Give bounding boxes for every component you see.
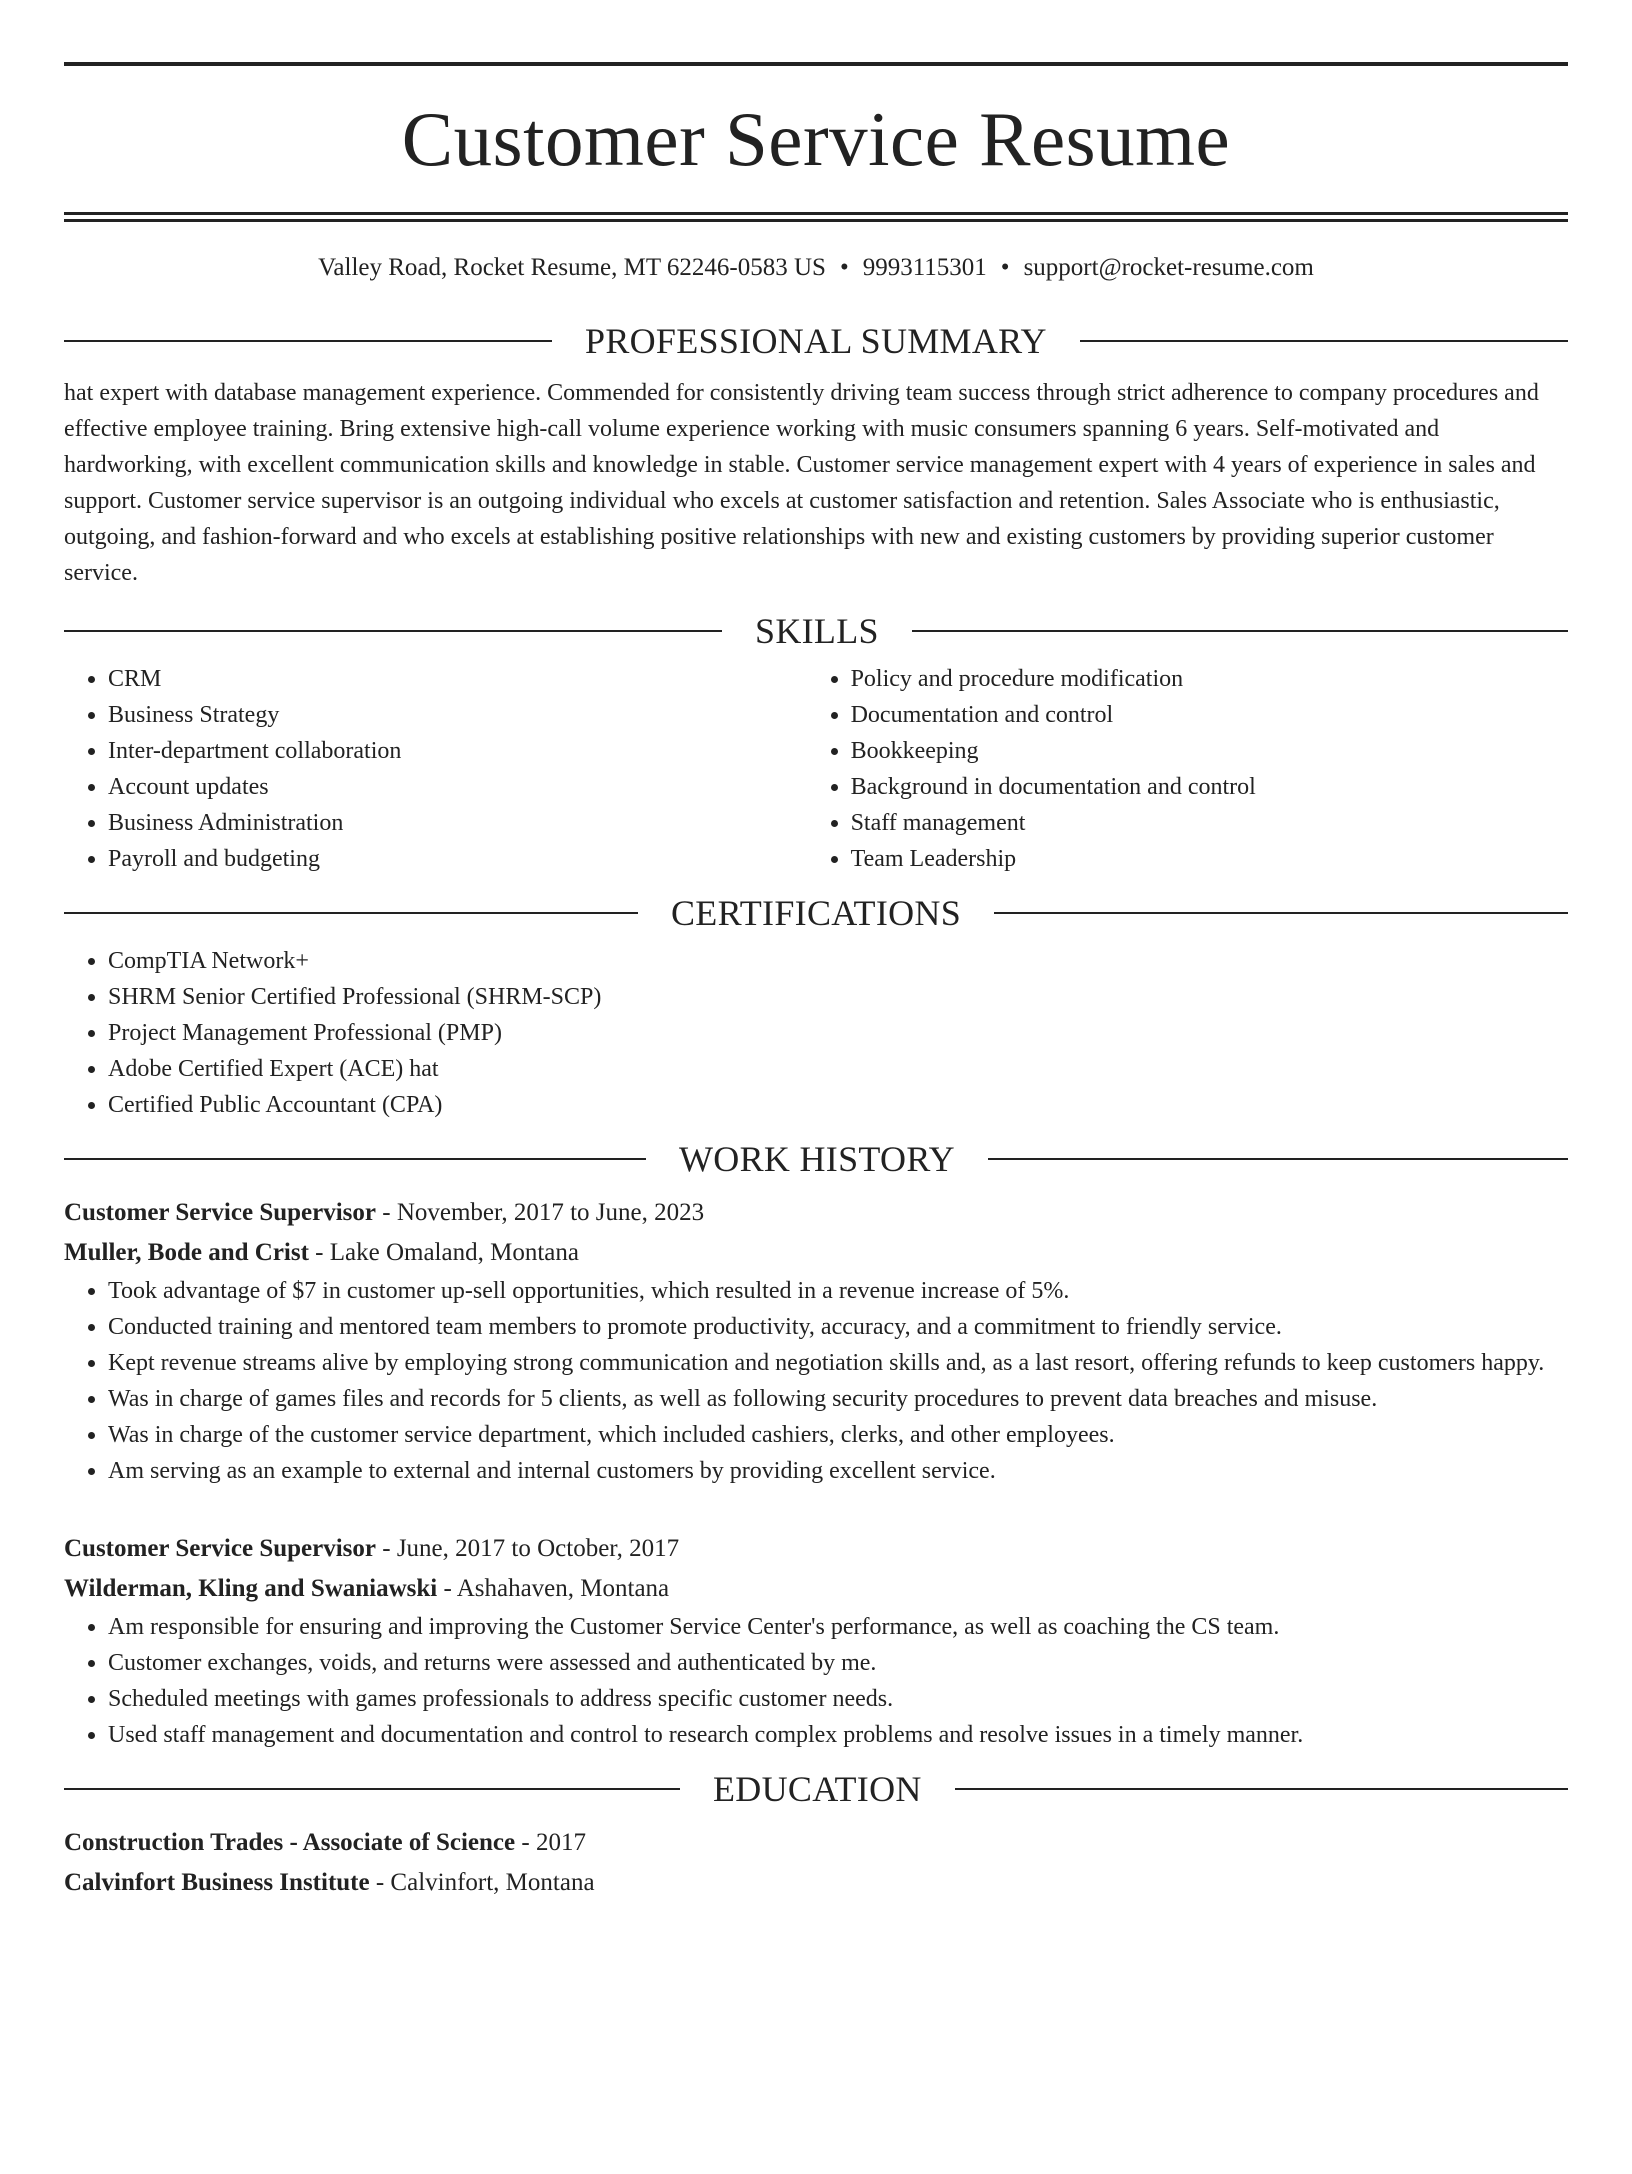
job-duty: • Kept revenue streams alive by employing strong communication and negotiation skills and, as a last resort, offering refunds to keep customers happy.	[108, 1345, 1568, 1381]
divider-line	[955, 1788, 1568, 1790]
degree-year: - 2017	[515, 1829, 586, 1856]
school-name: Calvinfort Business Institute	[64, 1869, 370, 1896]
skill-item: • Documentation and control	[851, 697, 1568, 733]
school-location: - Calvinfort, Montana	[369, 1869, 595, 1896]
contact-separator: •	[839, 254, 849, 281]
contact-email: support@rocket-resume.com	[1023, 254, 1314, 281]
section-header-certifications	[64, 889, 1568, 937]
skill-item: • Policy and procedure modification	[851, 661, 1568, 697]
job-duty: • Conducted training and mentored team members to promote productivity, accuracy, and a commitment to friendly service.	[108, 1309, 1568, 1345]
section-title-skills: SKILLS	[755, 611, 879, 651]
job-entry	[64, 1193, 1568, 1489]
divider-line	[64, 1158, 646, 1160]
certification-item: • Certified Public Accountant (CPA)	[108, 1087, 1568, 1123]
skills-list-left	[64, 661, 807, 877]
employer-line	[64, 1233, 1568, 1273]
job-dates: - June, 2017 to October, 2017	[376, 1535, 680, 1562]
contact-phone: 9993115301	[862, 254, 987, 281]
skill-item: • Business Administration	[108, 805, 807, 841]
section-header-summary	[64, 317, 1568, 365]
job-duty: • Am serving as an example to external and internal customers by providing excellent service.	[108, 1453, 1568, 1489]
job-duty: • Am responsible for ensuring and improving the Customer Service Center's performance, as well as coaching the CS team.	[108, 1609, 1568, 1645]
employer-location: - Ashahaven, Montana	[437, 1575, 670, 1602]
job-duty: • Scheduled meetings with games professionals to address specific customer needs.	[108, 1681, 1568, 1717]
certifications-list	[64, 943, 1568, 1123]
job-duty: • Used staff management and documentation and control to research complex problems and resolve issues in a timely manner.	[108, 1717, 1568, 1753]
contact-separator: •	[1000, 254, 1010, 281]
employer-name: Muller, Bode and Crist	[64, 1239, 309, 1266]
school-line	[64, 1863, 1568, 1903]
certification-item: • CompTIA Network+	[108, 943, 1568, 979]
section-header-skills	[64, 607, 1568, 655]
skills-list-right	[807, 661, 1568, 877]
skill-item: • Team Leadership	[851, 841, 1568, 877]
skill-item: • Account updates	[108, 769, 807, 805]
employer-name: Wilderman, Kling and Swaniawski	[64, 1575, 438, 1602]
certification-item: • SHRM Senior Certified Professional (SHRM-SCP)	[108, 979, 1568, 1015]
job-title: Customer Service Supervisor	[64, 1199, 376, 1226]
skill-item: • Payroll and budgeting	[108, 841, 807, 877]
skill-item: • CRM	[108, 661, 807, 697]
summary-paragraph: hat expert with database management experience. Commended for consistently driving team success through strict adherence to company procedures and effective employee training. Bring extensive high-call volume experience working with music consumers spanning 6 years. Self-motivated and hardworking, with excellent communication skills and knowledge in stable. Customer service management expert with 4 years of experience in sales and support. Customer service supervisor is an outgoing individual who excels at customer satisfaction and retention. Sales Associate who is enthusiastic, outgoing, and fashion-forward and who excels at establishing positive relationships with new and existing customers by providing superior customer service.	[64, 380, 1539, 586]
skill-item: • Business Strategy	[108, 697, 807, 733]
skill-item: • Inter-department collaboration	[108, 733, 807, 769]
job-dates: - November, 2017 to June, 2023	[376, 1199, 705, 1226]
job-duties-list	[64, 1609, 1568, 1753]
contact-address: Valley Road, Rocket Resume, MT 62246-0583 US	[318, 254, 826, 281]
divider-line	[994, 912, 1568, 914]
section-header-work-history	[64, 1135, 1568, 1183]
divider-line	[912, 630, 1568, 632]
degree-name: Construction Trades - Associate of Science	[64, 1829, 516, 1856]
employer-line	[64, 1569, 1568, 1609]
contact-line	[64, 252, 1568, 284]
section-title-summary: PROFESSIONAL SUMMARY	[585, 321, 1047, 361]
job-title: Customer Service Supervisor	[64, 1535, 376, 1562]
divider-line	[1080, 340, 1568, 342]
skill-item: • Background in documentation and control	[851, 769, 1568, 805]
degree-line	[64, 1823, 1568, 1863]
certification-item: • Adobe Certified Expert (ACE) hat	[108, 1051, 1568, 1087]
resume-page	[0, 62, 1632, 2174]
job-title-line	[64, 1193, 1568, 1233]
employer-location: - Lake Omaland, Montana	[308, 1239, 579, 1266]
divider-line	[64, 912, 638, 914]
job-entry	[64, 1529, 1568, 1753]
section-title-work-history: WORK HISTORY	[679, 1139, 955, 1179]
divider-line	[64, 630, 722, 632]
header-bottom-rule	[64, 212, 1568, 222]
job-duties-list	[64, 1273, 1568, 1489]
divider-line	[64, 340, 552, 342]
section-header-education	[64, 1765, 1568, 1813]
section-title-certifications: CERTIFICATIONS	[671, 893, 962, 933]
job-duty: • Took advantage of $7 in customer up-sell opportunities, which resulted in a revenue increase of 5%.	[108, 1273, 1568, 1309]
skill-item: • Staff management	[851, 805, 1568, 841]
job-title-line	[64, 1529, 1568, 1569]
job-duty: • Customer exchanges, voids, and returns were assessed and authenticated by me.	[108, 1645, 1568, 1681]
resume-title: Customer Service Resume	[401, 96, 1231, 182]
skills-columns	[64, 661, 1568, 877]
job-duty: • Was in charge of the customer service department, which included cashiers, clerks, and other employees.	[108, 1417, 1568, 1453]
job-duty: • Was in charge of games files and records for 5 clients, as well as following security procedures to prevent data breaches and misuse.	[108, 1381, 1568, 1417]
section-title-education: EDUCATION	[713, 1769, 922, 1809]
education-entry	[64, 1823, 1568, 1903]
certification-item: • Project Management Professional (PMP)	[108, 1015, 1568, 1051]
divider-line	[64, 1788, 680, 1790]
divider-line	[988, 1158, 1568, 1160]
skill-item: • Bookkeeping	[851, 733, 1568, 769]
